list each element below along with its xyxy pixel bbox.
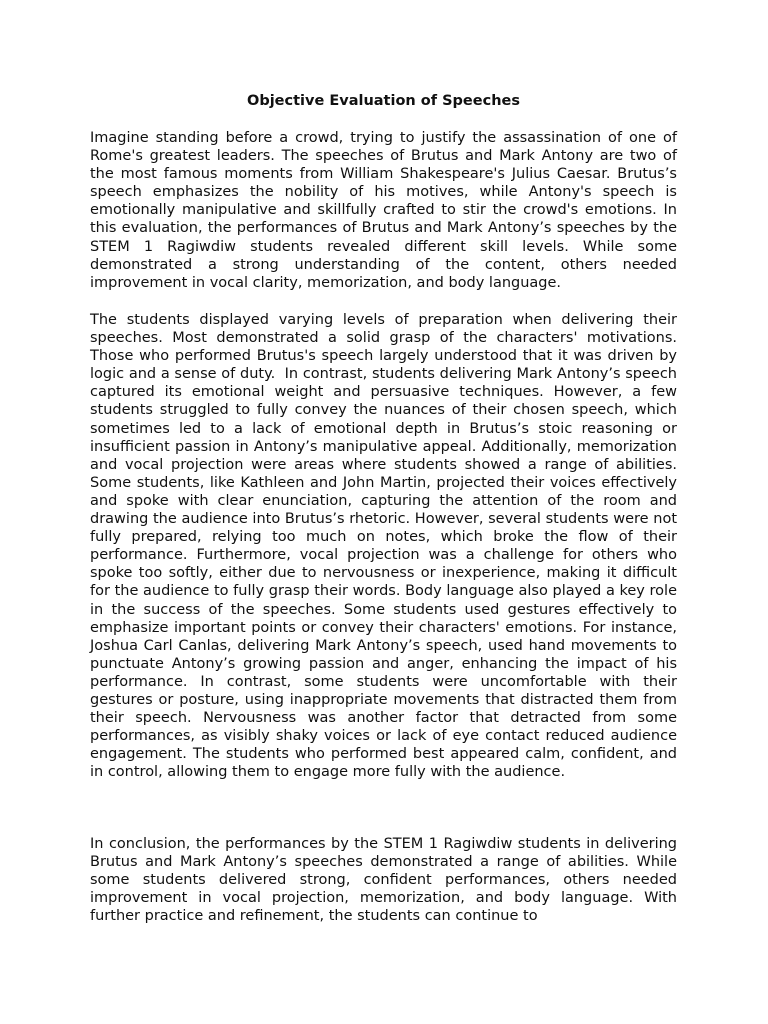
document-title: Objective Evaluation of Speeches (247, 93, 520, 109)
paragraph-conclusion: In conclusion, the performances by the STEM 1 Ragiwdiw students in delivering Brutus and Mark Antony’s speeches demonstrated a range of abilities. While some students delivered strong, confident performances, others needed improvement in vocal projection, memorization, and body language. With further practice and refinement, the students can continue to (90, 836, 682, 925)
paragraph-introduction: Imagine standing before a crowd, trying to justify the assassination of one of Rome's greatest leaders. The speeches of Brutus and Mark Antony are two of the most famous moments from William Shakespeare's Julius Caesar. Brutus’s speech emphasizes the nobility of his motives, while Antony's speech is emotionally manipulative and skillfully crafted to stir the crowd's emotions. In this evaluation, the performances of Brutus and Mark Antony’s speeches by the STEM 1 Ragiwdiw students revealed different skill levels. While some demonstrated a strong understanding of the content, others needed improvement in vocal clarity, memorization, and body language. (90, 130, 682, 291)
paragraph-body: The students displayed varying levels of preparation when delivering their speeches. Most demonstrated a solid grasp of the characters' motivations. Those who performed Brutus's speech largely understood that it was driven by logic and a sense of duty. In contrast, students delivering Mark Antony’s speech captured its emotional weight and persuasive techniques. However, a few students struggled to fully convey the nuances of their chosen speech, which sometimes led to a lack of emotional depth in Brutus’s stoic reasoning or insufficient passion in Antony’s manipulative appeal. Additionally, memorization and vocal projection were areas where students showed a range of abilities. Some students, like Kathleen and John Martin, projected their voices effectively and spoke with clear enunciation, capturing the attention of the room and drawing the audience into Brutus’s rhetoric. However, several students were not fully prepared, relying too much on notes, which broke the flow of their performance. Furthermore, vocal projection was a challenge for others who spoke too softly, either due to nervousness or inexperience, making it difficult for the audience to fully grasp their words. Body language also played a key role in the success of the speeches. Some students used gestures effectively to emphasize important points or convey their characters' emotions. For instance, Joshua Carl Canlas, delivering Mark Antony’s speech, used hand movements to punctuate Antony’s growing passion and anger, enhancing the impact of his performance. In contrast, some students were uncomfortable with their gestures or posture, using inappropriate movements that distracted them from their speech. Nervousness was another factor that detracted from some performances, as visibly shaky voices or lack of eye contact reduced audience engagement. The students who performed best appeared calm, confident, and in control, allowing them to engage more fully with the audience. (90, 312, 682, 781)
